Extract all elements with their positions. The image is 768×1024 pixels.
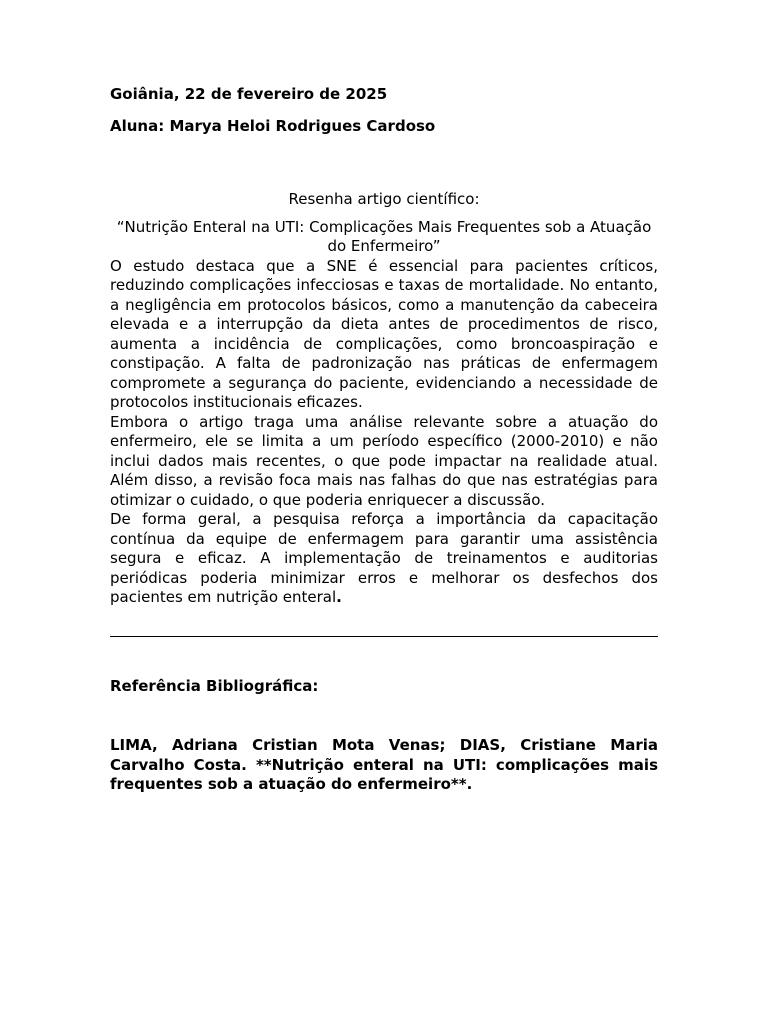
paragraph-1: O estudo destaca que a SNE é essencial para pacientes críticos, reduzindo complicações infecciosas e taxas de mortalidade. No entanto, a negligência em protocolos básicos, como a manutenção da cabeceira elevada e a interrupção da dieta antes de procedimentos de risco, aumenta a incidência de complicações, como broncoaspiração e constipação. A falta de padronização nas práticas de enfermagem compromete a segurança do paciente, evidenciando a necessidade de protocolos institucionais eficazes. — [110, 256, 658, 411]
article-title: “Nutrição Enteral na UTI: Complicações Mais Frequentes sob a Atuação do Enfermeiro” — [116, 217, 652, 255]
document-page — [110, 84, 658, 810]
horizontal-rule — [110, 636, 658, 637]
date-line: Goiânia, 22 de fevereiro de 2025 — [110, 85, 388, 103]
paragraph-2: Embora o artigo traga uma análise relevante sobre a atuação do enfermeiro, ele se limita a um período específico (2000-2010) e não inclui dados mais recentes, o que pode impactar na realidade atual. Além disso, a revisão foca mais nas falhas do que nas estratégias para otimizar o cuidado, o que poderia enriquecer a discussão. — [110, 412, 658, 509]
review-label: Resenha artigo científico: — [288, 190, 480, 208]
paragraph-3 — [110, 510, 658, 608]
reference-entry: LIMA, Adriana Cristian Mota Venas; DIAS, Cristiane Maria Carvalho Costa. **Nutrição enteral na UTI: complicações mais frequentes sob a atuação do enfermeiro**. — [110, 736, 658, 793]
references-heading: Referência Bibliográfica: — [110, 676, 319, 695]
paragraph-3-text: De forma geral, a pesquisa reforça a importância da capacitação contínua da equipe de enfermagem para garantir uma assistência segura e eficaz. A implementação de treinamentos e auditorias periódicas poderia minimizar erros e melhorar os desfechos dos pacientes em nutrição enteral — [110, 510, 658, 606]
paragraph-3-period: . — [336, 588, 342, 606]
student-line: Aluna: Marya Heloi Rodrigues Cardoso — [110, 117, 436, 135]
